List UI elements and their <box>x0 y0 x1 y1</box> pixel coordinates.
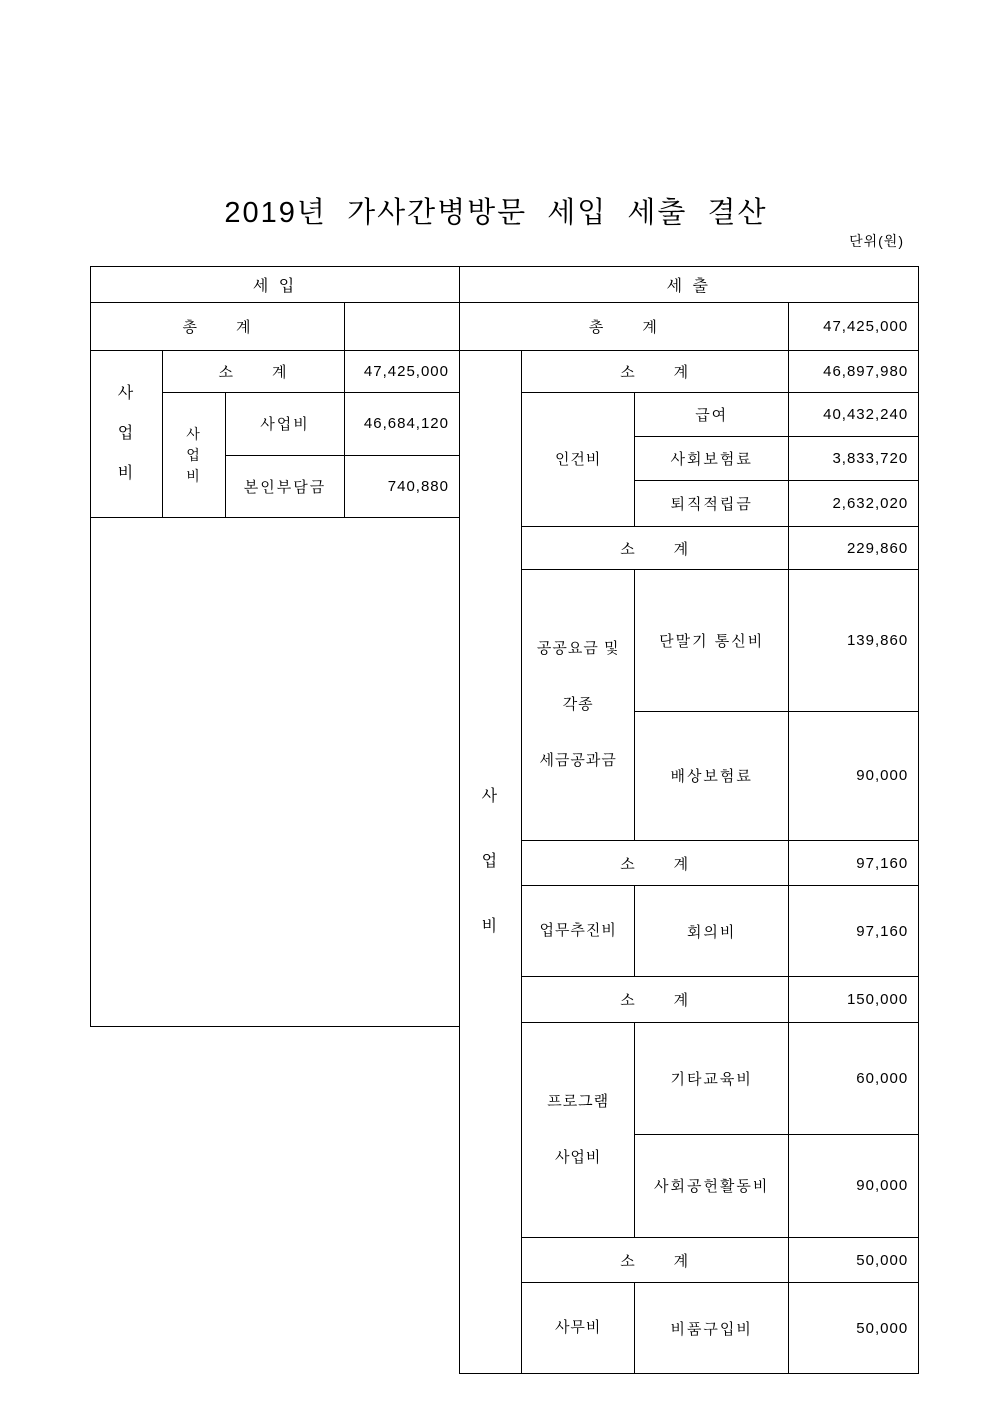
expenditure-subtotal-value-cell: 46,897,980 <box>789 351 919 393</box>
expenditure-total-label-cell: 총 계 <box>459 303 789 351</box>
expenditure-item-label-cell: 급여 <box>635 393 789 437</box>
expenditure-group-label-cell <box>522 1283 635 1374</box>
expenditure-item-label-cell: 사회공헌활동비 <box>635 1134 789 1237</box>
expenditure-item-label-cell: 회의비 <box>635 886 789 977</box>
expenditure-item-label-cell: 사회보험료 <box>635 437 789 481</box>
expenditure-subtotal-label-cell: 소 계 <box>522 1238 789 1283</box>
revenue-item-value-cell: 46,684,120 <box>345 393 460 456</box>
revenue-header-cell: 세 입 <box>91 267 460 303</box>
expenditure-table <box>459 266 920 1374</box>
revenue-item-value-cell: 740,880 <box>345 455 460 518</box>
expenditure-item-value-cell: 3,833,720 <box>789 437 919 481</box>
revenue-total-label-cell: 총 계 <box>91 303 345 351</box>
expenditure-item-label-cell: 기타교육비 <box>635 1023 789 1135</box>
group-label-line: 공공요금 및 <box>536 640 620 657</box>
expenditure-item-value-cell: 139,860 <box>789 570 919 712</box>
expenditure-item-value-cell: 50,000 <box>789 1283 919 1374</box>
expenditure-item-value-cell: 90,000 <box>789 711 919 840</box>
unit-label: 단위(원) <box>849 233 904 249</box>
expenditure-subtotal-value-cell: 50,000 <box>789 1238 919 1283</box>
group-label-line: 업무추진비 <box>539 922 617 939</box>
revenue-subtotal-label-cell: 소 계 <box>163 351 345 393</box>
vertical-label <box>91 386 162 482</box>
expenditure-subtotal-label-cell: 소 계 <box>522 841 789 886</box>
expenditure-group-label-cell <box>522 1023 635 1238</box>
expenditure-item-value-cell: 40,432,240 <box>789 393 919 437</box>
vertical-label <box>460 789 522 935</box>
expenditure-subtotal-label-cell: 소 계 <box>522 977 789 1023</box>
expenditure-item-label-cell: 퇴직적립금 <box>635 481 789 527</box>
vertical-char: 사 <box>186 426 202 442</box>
revenue-total-value-cell <box>345 303 460 351</box>
expenditure-subtotal-value-cell: 97,160 <box>789 841 919 886</box>
vertical-char: 사 <box>481 788 500 805</box>
expenditure-subtotal-value-cell: 150,000 <box>789 977 919 1023</box>
expenditure-subtotal-label-cell: 소 계 <box>522 351 789 393</box>
group-label-line: 사무비 <box>554 1319 602 1336</box>
expenditure-item-value-cell: 97,160 <box>789 886 919 977</box>
revenue-table <box>90 266 460 1027</box>
settlement-table <box>90 266 919 1374</box>
vertical-char: 비 <box>186 468 202 484</box>
expenditure-category-cell <box>459 351 522 1374</box>
page-title: 2019년 가사간병방문 세입 세출 결산 <box>224 197 768 229</box>
expenditure-group-label-cell <box>522 886 635 977</box>
revenue-item-label-cell: 본인부담금 <box>226 455 345 518</box>
revenue-empty-cell <box>91 518 460 1027</box>
expenditure-header-cell: 세 출 <box>459 267 919 303</box>
vertical-char: 비 <box>481 918 500 935</box>
expenditure-group-label-cell <box>522 393 635 527</box>
vertical-label <box>163 427 225 483</box>
group-label-line: 인건비 <box>554 450 602 468</box>
vertical-char: 업 <box>117 425 136 442</box>
expenditure-total-value-cell: 47,425,000 <box>789 303 919 351</box>
revenue-subcategory-cell <box>163 393 226 518</box>
vertical-char: 비 <box>117 465 136 482</box>
expenditure-item-label-cell: 비품구입비 <box>635 1283 789 1374</box>
expenditure-item-value-cell: 2,632,020 <box>789 481 919 527</box>
group-label-line: 각종 <box>562 696 594 713</box>
revenue-item-label-cell: 사업비 <box>226 393 345 456</box>
revenue-category-cell <box>91 351 163 518</box>
vertical-char: 사 <box>117 385 136 402</box>
expenditure-item-label-cell: 배상보험료 <box>635 711 789 840</box>
expenditure-item-label-cell: 단말기 통신비 <box>635 570 789 712</box>
group-label-line: 프로그램 <box>547 1093 610 1110</box>
vertical-char: 업 <box>481 853 500 870</box>
expenditure-subtotal-label-cell: 소 계 <box>522 527 789 570</box>
vertical-char: 업 <box>186 447 202 463</box>
expenditure-subtotal-value-cell: 229,860 <box>789 527 919 570</box>
expenditure-item-value-cell: 90,000 <box>789 1134 919 1237</box>
group-label-line: 세금공과금 <box>539 752 617 769</box>
revenue-subtotal-value-cell: 47,425,000 <box>345 351 460 393</box>
group-label-line: 사업비 <box>554 1149 602 1166</box>
expenditure-group-label-cell <box>522 570 635 841</box>
expenditure-item-value-cell: 60,000 <box>789 1023 919 1135</box>
